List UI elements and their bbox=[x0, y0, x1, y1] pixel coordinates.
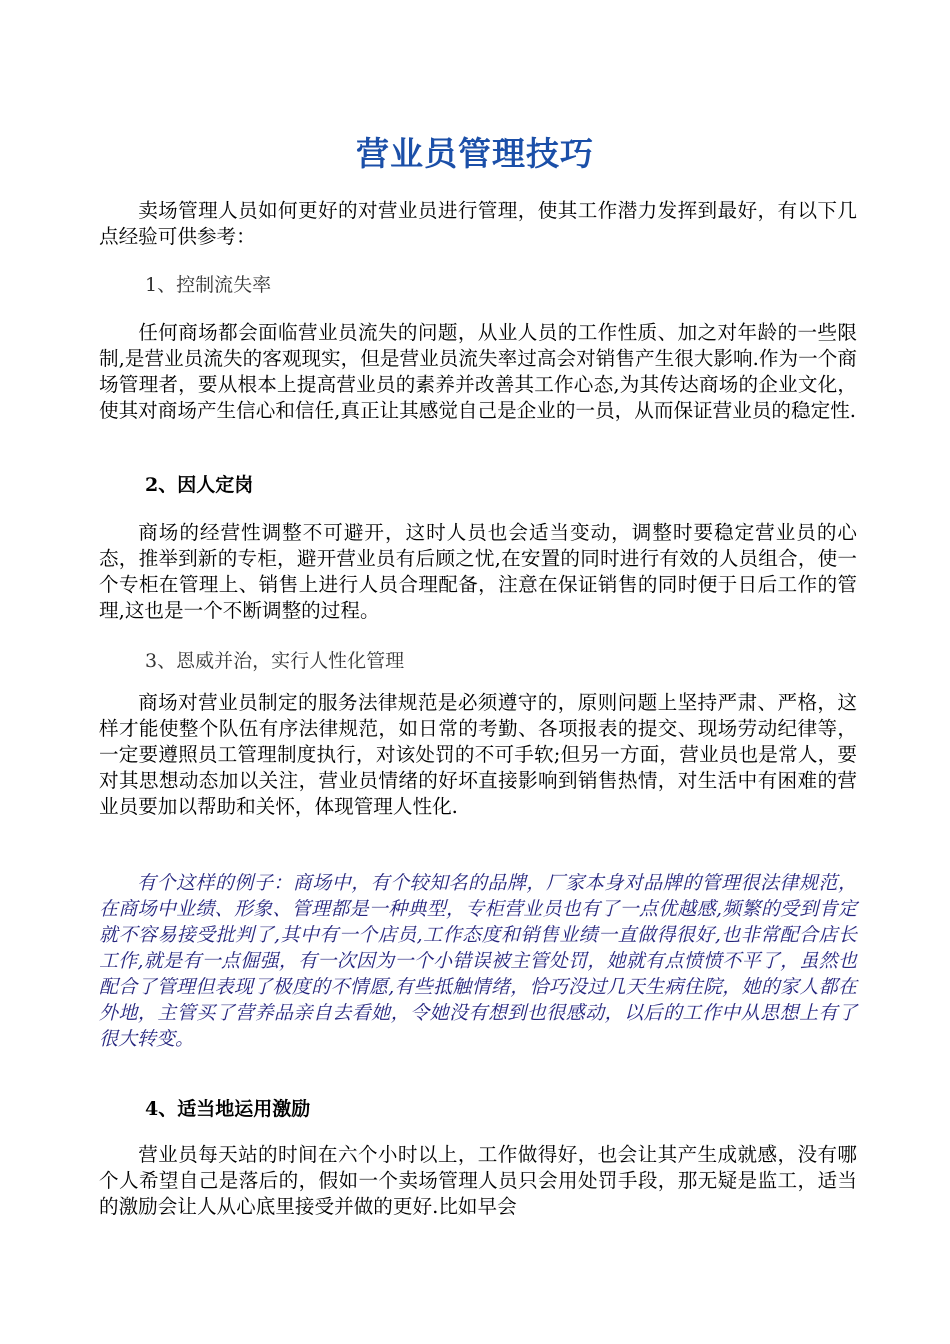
section-2-body: 商场的经营性调整不可避开，这时人员也会适当变动，调整时要稳定营业员的心态，推举到新的专柜，避开营业员有后顾之忧,在安置的同时进行有效的人员组合，使一个专柜在管理上、销售上进行人员合理配备，注意在保证销售的同时便于日后工作的管理,这也是一个不断调整的过程。 bbox=[99, 521, 857, 622]
section-2-heading: 2、因人定岗 bbox=[145, 474, 254, 496]
section-4-heading: 4、适当地运用激励 bbox=[145, 1098, 311, 1120]
section-3-example: 有个这样的例子：商场中，有个较知名的品牌，厂家本身对品牌的管理很法律规范，在商场中业绩、形象、管理都是一种典型，专柜营业员也有了一点优越感,频繁的受到肯定就不容易接受批判了,其中有一个店员,工作态度和销售业绩一直做得很好,也非常配合店长工作,就是有一点倔强，有一次因为一个小错误被主管处罚，她就有点愤愤不平了，虽然也配合了管理但表现了极度的不情愿,有些抵触情绪，恰巧没过几天生病住院，她的家人都在外地，主管买了营养品亲自去看她，令她没有想到也很感动，以后的工作中从思想上有了很大转变。 bbox=[99, 872, 857, 1050]
intro-paragraph: 卖场管理人员如何更好的对营业员进行管理，使其工作潜力发挥到最好，有以下几点经验可供参考： bbox=[99, 199, 857, 248]
section-3-heading: 3、恩威并治，实行人性化管理 bbox=[145, 650, 405, 672]
page-title: 营业员管理技巧 bbox=[356, 134, 594, 173]
section-4-body: 营业员每天站的时间在六个小时以上，工作做得好，也会让其产生成就感，没有哪个人希望自己是落后的，假如一个卖场管理人员只会用处罚手段，那无疑是监工，适当的激励会让人从心底里接受并做的更好.比如早会 bbox=[99, 1143, 857, 1218]
section-1-body: 任何商场都会面临营业员流失的问题，从业人员的工作性质、加之对年龄的一些限制,是营业员流失的客观现实，但是营业员流失率过高会对销售产生很大影响.作为一个商场管理者，要从根本上提高营业员的素养并改善其工作心态,为其传达商场的企业文化，使其对商场产生信心和信任,真正让其感觉自己是企业的一员，从而保证营业员的稳定性. bbox=[99, 321, 857, 422]
section-1-heading: 1、控制流失率 bbox=[145, 274, 272, 296]
section-3-body: 商场对营业员制定的服务法律规范是必须遵守的，原则问题上坚持严肃、严格，这样才能使整个队伍有序法律规范，如日常的考勤、各项报表的提交、现场劳动纪律等，一定要遵照员工管理制度执行，对该处罚的不可手软;但另一方面，营业员也是常人，要对其思想动态加以关注，营业员情绪的好坏直接影响到销售热情，对生活中有困难的营业员要加以帮助和关怀，体现管理人性化. bbox=[99, 691, 857, 818]
